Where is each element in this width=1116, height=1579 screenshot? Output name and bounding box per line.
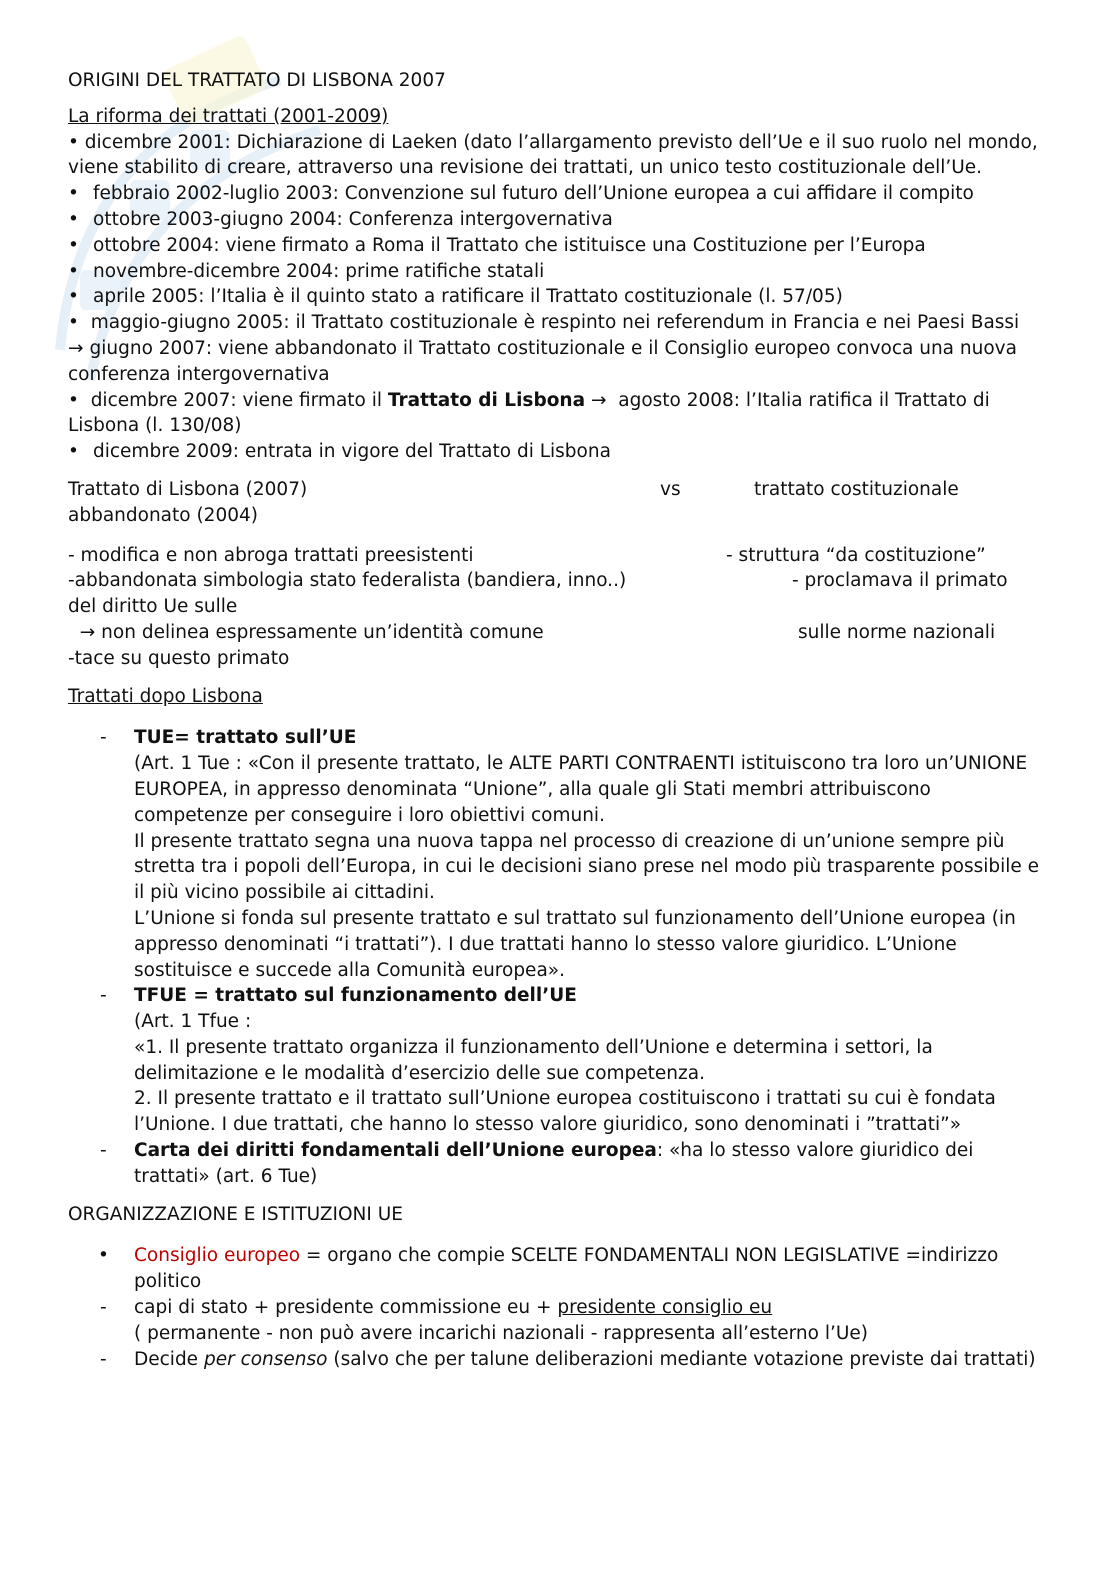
timeline-item-lisbona: • dicembre 2007: viene firmato il Trattato di Lisbona → agosto 2008: l’Italia ratifica il Trattato di Lisbona (l. 130/08) <box>68 389 990 437</box>
comparison-row: -tace su questo primato <box>68 647 290 669</box>
section-heading-riforma: La riforma dei trattati (2001-2009) <box>68 105 389 127</box>
document-page <box>68 68 1048 1372</box>
institutions-list <box>68 1243 1048 1372</box>
timeline-item: • ottobre 2003-giugno 2004: Conferenza intergovernativa <box>68 208 613 230</box>
list-item-decide: - Decide per consenso (salvo che per talune deliberazioni mediante votazione previste dai trattati) <box>100 1348 1036 1370</box>
comparison-row: -abbandonata simbologia stato federalista (bandiera, inno..) - proclamava il primato <box>68 570 1008 592</box>
section-heading-trattati: Trattati dopo Lisbona <box>68 685 263 707</box>
timeline-item: • febbraio 2002-luglio 2003: Convenzione sul futuro dell’Unione europea a cui affidare il compito <box>68 183 974 205</box>
list-item-carta: - Carta dei diritti fondamentali dell’Unione europea: «ha lo stesso valore giuridico dei trattati» (art. 6 Tue) <box>100 1140 974 1187</box>
timeline-item: • aprile 2005: l’Italia è il quinto stato a ratificare il Trattato costituzionale (l. 57/05) <box>68 286 843 308</box>
timeline-item-arrow: → giugno 2007: viene abbandonato il Trattato costituzionale e il Consiglio europeo convoca una nuova conferenza intergovernativa <box>68 337 1017 385</box>
timeline-item: • ottobre 2004: viene firmato a Roma il Trattato che istituisce una Costituzione per l’Europa <box>68 234 926 256</box>
timeline-list <box>68 130 1048 465</box>
timeline-item: • dicembre 2001: Dichiarazione di Laeken (dato l’allargamento previsto dell’Ue e il suo ruolo nel mondo, viene stabilito di creare, attraverso una revisione dei trattati, un unico testo costituzionale dell’Ue. <box>68 131 1038 179</box>
arrow-right-icon: → <box>79 621 96 643</box>
section-heading-organizzazione: ORGANIZZAZIONE E ISTITUZIONI UE <box>68 1203 403 1225</box>
timeline-item: • dicembre 2009: entrata in vigore del Trattato di Lisbona <box>68 441 611 463</box>
list-item-tfue: - TFUE = trattato sul funzionamento dell’UE (Art. 1 Tfue : «1. Il presente trattato organizza il funzionamento dell’Unione e determina i settori, la delimitazione e le modalità d’esercizio delle sue competenza. 2. Il presente trattato e il trattato sull’Unione europea costituiscono i trattati su cui è fondata l’Unione. I due trattati, che hanno lo stesso valore giuridico, sono denominati i ”trattati”» <box>100 985 996 1136</box>
comparison-row: → non delinea espressamente un’identità comune sulle norme nazionali <box>79 621 996 643</box>
timeline-item: • novembre-dicembre 2004: prime ratifiche statali <box>68 260 545 282</box>
arrow-right-icon: → <box>590 389 607 411</box>
list-item-tue: - TUE= trattato sull’UE (Art. 1 Tue : «Con il presente trattato, le ALTE PARTI CONTRAENTI istituiscono tra loro un’UNIONE EUROPEA, in appresso denominata “Unione”, alla quale gli Stati membri attribuiscono competenze per conseguire i loro obiettivi comuni. Il presente trattato segna una nuova tappa nel processo di creazione di un’unione sempre più stretta tra i popoli dell’Europa, in cui le decisioni siano prese nel modo più trasparente possibile e il più vicino possibile ai cittadini. L’Unione si fonda sul presente trattato e sul trattato sul funzionamento dell’Unione europea (in appresso denominati “i trattati”). I due trattati hanno lo stesso valore giuridico. L’Unione sostituisce e succede alla Comunità europea». <box>100 727 1040 981</box>
comparison-row: del diritto Ue sulle <box>68 596 238 618</box>
page-title: ORIGINI DEL TRATTATO DI LISBONA 2007 <box>68 70 446 91</box>
timeline-item: • maggio-giugno 2005: il Trattato costituzionale è respinto nei referendum in Francia e nei Paesi Bassi <box>68 312 1020 334</box>
list-item-capi: - capi di stato + presidente commissione eu + presidente consiglio eu ( permanente - non può avere incarichi nazionali - rappresenta all’esterno l’Ue) <box>100 1297 869 1344</box>
comparison-block <box>68 477 1048 672</box>
arrow-right-icon: → <box>68 337 84 359</box>
list-item-consiglio: • Consiglio europeo = organo che compie SCELTE FONDAMENTALI NON LEGISLATIVE =indirizzo politico <box>98 1245 999 1293</box>
comparison-header: Trattato di Lisbona (2007) vs trattato costituzionale <box>68 478 959 500</box>
comparison-header-cont: abbandonato (2004) <box>68 504 258 526</box>
treaties-list <box>68 725 1048 1189</box>
comparison-row: - modifica e non abroga trattati preesistenti - struttura “da costituzione” <box>68 544 986 566</box>
